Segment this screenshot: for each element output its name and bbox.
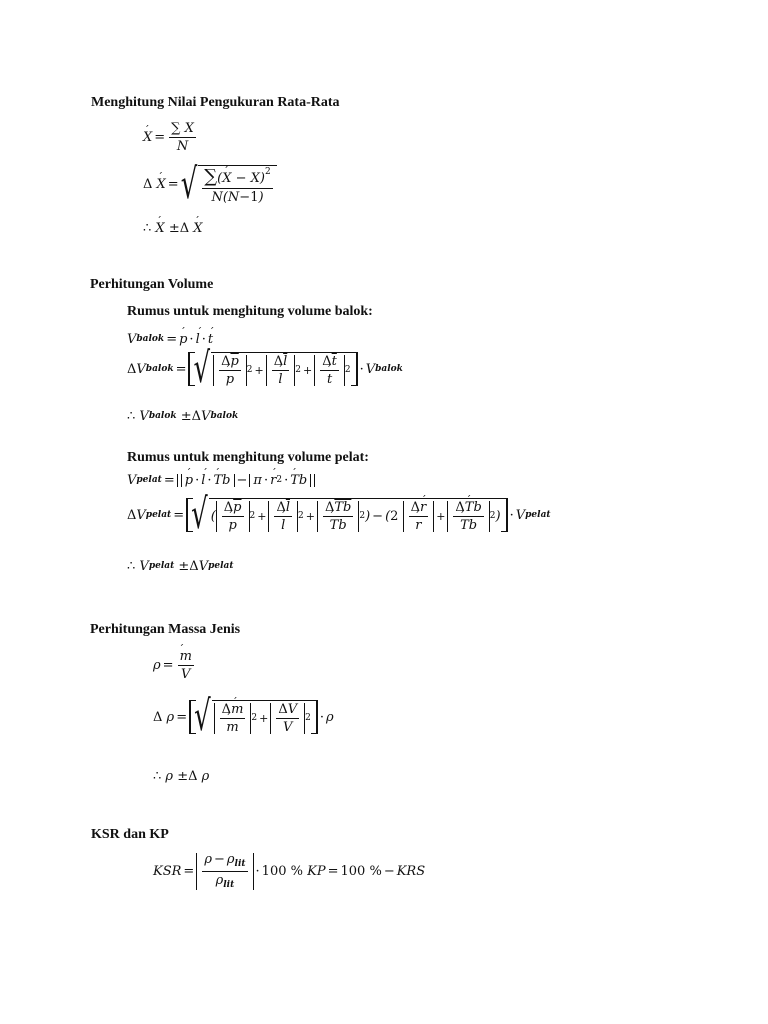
equation-delta-rho: Δ ρ = √ $\frac{\Delta m ´}{m}$ ´ 2 + $\frac{\Delta V}{V}$ 2 · ρ [153,700,334,734]
equation-result-mean: ∴ X ´ ± Δ X ´ [143,222,203,235]
symbol-x-mean: X ´ [143,131,152,144]
symbol-x: X [184,121,194,136]
equation-delta-mean: Δ X ´ = √ $\frac{\sum(X ´ - X)^2}{N(N-1)}$ [143,165,277,204]
equation-result-rho: ∴ ρ ± Δ ρ [153,769,210,784]
symbol-n: N [176,139,189,154]
equation-rho: ρ = $\frac{m ´}{V}$ [153,650,196,681]
symbol-sum: ∑ [171,121,181,136]
equation-delta-v-balok: Δ V balok = √ $\frac{\Delta\overline{p}}{p}$ ´ 2 + $\frac{\Delta\overline{l}}{l}$ ´ 2 + $\frac{\Delta\overline{t}}{t}$ ´ 2 · V balok [127,352,403,386]
symbol-x-mean: X ´ [157,178,166,191]
symbol-sum: ∑ [204,166,218,187]
equation-delta-v-pelat: Δ V pelat = √ ( $\frac{\Delta\overline{p}}{p}$ ´ 2 + $\frac{\Delta\overline{l}}{l}$ ´ 2 + $\frac{\Delta\overline{Tb}}{Tb}$ ´ 2 ) − ( 2 $\frac{\Delta r ´}{r}$ ´ + $\frac{\text{ΔTb ´}}{Tb}$ ´ 2 ) · V pelat [127,498,551,532]
heading-volume: Perhitungan Volume [90,277,214,292]
square-root: √ $\frac{\sum(X ´ - X)^2}{N(N-1)}$ [181,165,277,204]
equation-ksr-kp: KSR = $\frac{\rho - \rho_{lit}}{\rho_{lit}}$ · 100 % KP = 100 % − KRS [153,852,426,890]
equation-result-pelat: ∴ V pelat ± Δ V pelat [127,559,234,574]
equation-result-balok: ∴ V balok ± Δ V balok [127,409,239,424]
equation-v-pelat: V pelat = p ´ · l ´ · Tb ´ − π · r ´ 2 · Tb ´ [127,474,315,487]
plus-minus-icon: ± [168,221,180,236]
heading-mean: Menghitung Nilai Pengukuran Rata-Rata [91,95,340,110]
fraction-std-dev: $\frac{\sum(X ´ - X)^2}{N(N-1)}$ [202,168,272,204]
fraction-sum-over-n [169,122,196,153]
equation-mean: X ´ = $\frac{\sum X}{N}$ [143,122,198,153]
symbol-delta: Δ [143,177,153,192]
heading-density: Perhitungan Massa Jenis [90,622,241,637]
bracket-group: √ $\frac{\Delta\overline{p}}{p}$ ´ 2 + $\frac{\Delta\overline{l}}{l}$ ´ 2 + $\frac{\Delta\overline{t}}{t}$ ´ 2 [188,352,357,386]
label-pelat: Rumus untuk menghitung volume pelat: [127,450,369,465]
therefore-icon: ∴ [143,221,152,236]
heading-ksr: KSR dan KP [91,827,169,842]
label-balok: Rumus untuk menghitung volume balok: [127,304,373,319]
equation-v-balok: V balok = p ´ · l ´ · t ´ [127,333,213,346]
